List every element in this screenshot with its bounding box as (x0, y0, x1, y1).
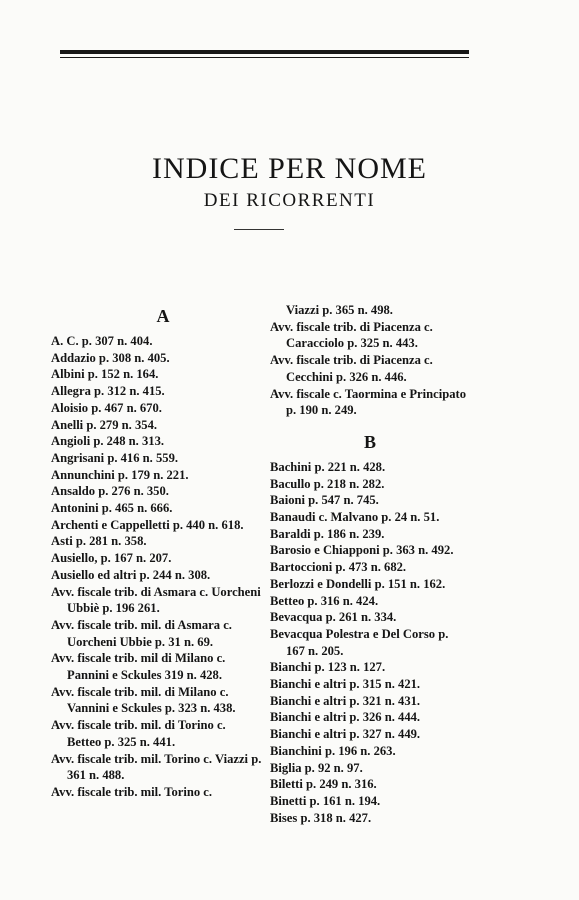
index-entry: Biglia p. 92 n. 97. (270, 760, 363, 775)
index-entry: Avv. fiscale c. Taormina e Principato p. 190 n. 249. (270, 386, 467, 418)
entry-list-b (270, 459, 470, 826)
index-entry: Avv. fiscale trib. mil. Torino c. Viazzi p. 361 n. 488. (51, 751, 262, 783)
index-entry: Avv. fiscale trib. mil di Milano c. Pannini e Sckules 319 n. 428. (51, 651, 226, 683)
page-title: INDICE PER NOME (152, 152, 427, 185)
index-entry: Bianchini p. 196 n. 263. (270, 743, 396, 758)
index-entry: Banaudi c. Malvano p. 24 n. 51. (270, 510, 440, 525)
index-entry: Archenti e Cappelletti p. 440 n. 618. (51, 517, 244, 532)
index-entry: Angrisani p. 416 n. 559. (51, 450, 179, 465)
index-entry: Avv. fiscale trib. mil. di Milano c. Vannini e Sckules p. 323 n. 438. (51, 684, 236, 716)
index-entry: Bartoccioni p. 473 n. 682. (270, 560, 407, 575)
index-entry: Bianchi e altri p. 326 n. 444. (270, 710, 421, 725)
index-entry: Ausiello ed altri p. 244 n. 308. (51, 567, 211, 582)
index-entry: Baraldi p. 186 n. 239. (270, 526, 385, 541)
index-entry: Ansaldo p. 276 n. 350. (51, 484, 169, 499)
index-entry: Bachini p. 221 n. 428. (270, 459, 386, 474)
index-entry: Betteo p. 316 n. 424. (270, 593, 379, 608)
index-entry: Allegra p. 312 n. 415. (51, 384, 165, 399)
index-entry: Bevacqua p. 261 n. 334. (270, 610, 397, 625)
index-entry: Avv. fiscale trib. mil. Torino c. (51, 784, 213, 799)
index-entry: Avv. fiscale trib. di Piacenza c. Caracciolo p. 325 n. 443. (270, 319, 433, 351)
index-entry: Bevacqua Polestra e Del Corso p. 167 n. 205. (270, 626, 449, 658)
index-entry: Biletti p. 249 n. 316. (270, 777, 377, 792)
header-rule-thick (60, 50, 469, 54)
index-entry: Addazio p. 308 n. 405. (51, 350, 170, 365)
index-entry: Bacullo p. 218 n. 282. (270, 476, 385, 491)
entry-list-a-continued (270, 319, 470, 419)
index-entry: Bianchi e altri p. 315 n. 421. (270, 677, 421, 692)
index-entry: Avv. fiscale trib. di Piacenza c. Cecchini p. 326 n. 446. (270, 353, 433, 384)
index-entry: Anelli p. 279 n. 354. (51, 417, 158, 432)
page-subtitle: DEI RICORRENTI (203, 190, 376, 211)
index-entry: Bianchi p. 123 n. 127. (270, 660, 386, 675)
index-entry: Avv. fiscale trib. di Asmara c. Uorcheni Ubbiè p. 196 261. (51, 584, 261, 616)
index-entry: Berlozzi e Dondelli p. 151 n. 162. (270, 576, 446, 591)
index-entry: Bianchi e altri p. 321 n. 431. (270, 693, 421, 708)
index-entry: Bianchi e altri p. 327 n. 449. (270, 727, 421, 742)
index-entry: Barosio e Chiapponi p. 363 n. 492. (270, 543, 454, 558)
index-entry: Bises p. 318 n. 427. (270, 810, 372, 825)
index-entry-continuation: Viazzi p. 365 n. 498. (286, 303, 393, 317)
index-entry: Aloisio p. 467 n. 670. (51, 400, 162, 415)
section-heading-a: A (156, 306, 170, 326)
index-entry: Annunchini p. 179 n. 221. (51, 467, 189, 482)
index-entry: Baioni p. 547 n. 745. (270, 493, 379, 508)
index-entry: Ausiello, p. 167 n. 207. (51, 551, 172, 566)
index-entry: Angioli p. 248 n. 313. (51, 434, 165, 449)
index-entry: Avv. fiscale trib. mil. di Torino c. Betteo p. 325 n. 441. (51, 718, 226, 749)
index-entry: Asti p. 281 n. 358. (51, 534, 147, 549)
index-entry: A. C. p. 307 n. 404. (51, 334, 153, 348)
index-entry: Albini p. 152 n. 164. (51, 367, 159, 382)
index-entry: Antonini p. 465 n. 666. (51, 501, 173, 516)
entry-list-a (51, 333, 263, 801)
index-column-right (270, 302, 470, 826)
index-entry: Avv. fiscale trib. mil. di Asmara c. Uorcheni Ubbie p. 31 n. 69. (51, 617, 232, 649)
title-divider (234, 229, 284, 230)
header-rule-thin (60, 57, 469, 58)
index-column-left (51, 302, 263, 801)
section-heading-b: B (363, 431, 376, 452)
index-entry: Binetti p. 161 n. 194. (270, 793, 381, 808)
